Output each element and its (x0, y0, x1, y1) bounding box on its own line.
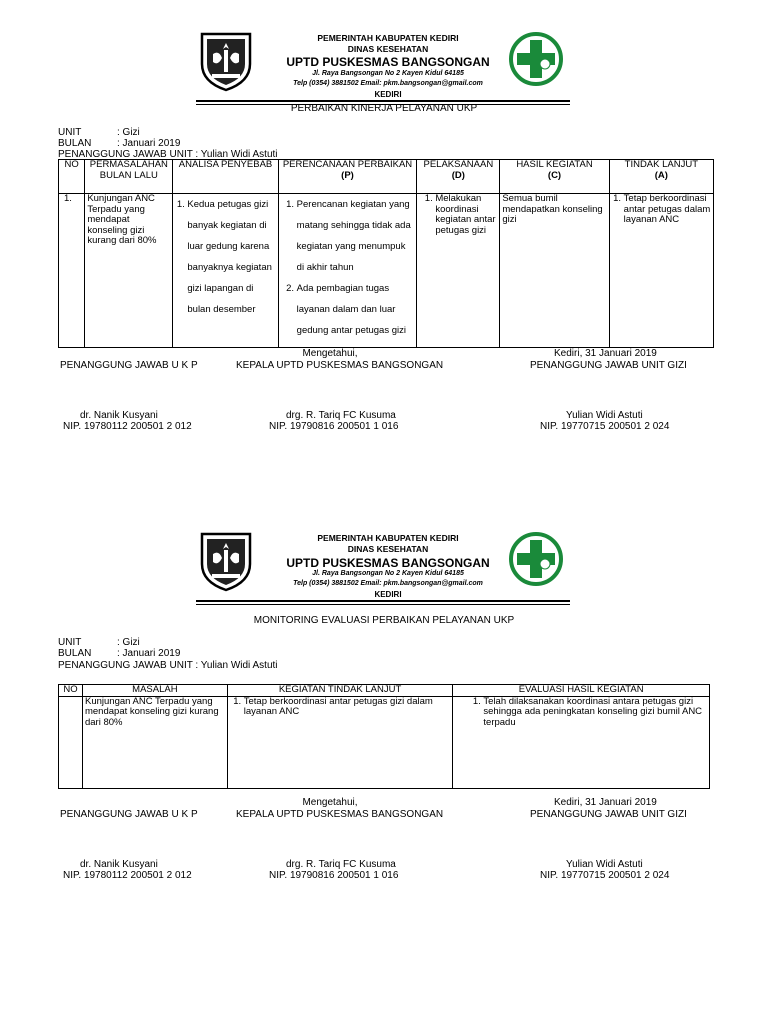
sign-right-nip: NIP. 19770715 200501 2 024 (540, 421, 670, 432)
place-date: Kediri, 31 Januari 2019 (554, 348, 657, 359)
document-title: MONITORING EVALUASI PERBAIKAN PELAYANAN UKP (253, 615, 515, 626)
cell-evaluasi (453, 696, 710, 788)
table-row (59, 194, 714, 348)
header-perencanaan-sub: (P) (341, 169, 354, 181)
kop-telp-email: Telp (0354) 3881502 Email: pkm.bangsongan@gmail.com (293, 80, 483, 87)
header-perencanaan (278, 160, 417, 194)
kop-alamat: Jl. Raya Bangsongan No 2 Kayen Kidul 64185 (312, 70, 464, 77)
mengetahui-label: Mengetahui, (302, 797, 358, 808)
kabupaten-kediri-emblem-icon (198, 30, 254, 92)
header-hasil-label: HASIL KEGIATAN (516, 159, 593, 170)
perencanaan-item-2: 2. Ada pembagian tugas layanan dalam dan luar gedung antar petugas gizi (297, 278, 415, 341)
unit-label: UNIT (58, 127, 82, 138)
monitoring-table (58, 684, 710, 789)
penanggung-jawab-unit: PENANGGUNG JAWAB UNIT : Yulian Widi Astuti (58, 660, 278, 671)
sign-mid-nip: NIP. 19790816 200501 1 016 (269, 870, 399, 881)
header-pelaksanaan-label: PELAKSANAAN (423, 159, 494, 170)
table-header-row (59, 685, 710, 697)
header-analisa: ANALISA PENYEBAB (173, 160, 278, 194)
sign-mid-title: KEPALA UPTD PUSKESMAS BANGSONGAN (236, 360, 444, 371)
sign-mid-nip: NIP. 19790816 200501 1 016 (269, 421, 399, 432)
sign-mid-title: KEPALA UPTD PUSKESMAS BANGSONGAN (236, 809, 444, 820)
sign-left-title: PENANGGUNG JAWAB U K P (60, 809, 198, 820)
header-masalah: MASALAH (82, 685, 227, 697)
kabupaten-kediri-emblem-icon (198, 530, 254, 592)
kop-kota: KEDIRI (374, 90, 402, 99)
sign-mid-name: drg. R. Tariq FC Kusuma (286, 410, 396, 421)
kop-puskesmas: UPTD PUSKESMAS BANGSONGAN (286, 55, 490, 69)
cell-masalah: Kunjungan ANC Terpadu yang mendapat konseling gizi kurang dari 80% (82, 696, 227, 788)
mengetahui-label: Mengetahui, (302, 348, 358, 359)
cell-analisa (173, 194, 278, 348)
header-permasalahan: PERMASALAHAN BULAN LALU (85, 160, 173, 194)
sign-left-nip: NIP. 19780112 200501 2 012 (63, 421, 192, 432)
header-tindak-label: TINDAK LANJUT (624, 159, 699, 170)
kop-rule-thick (196, 100, 570, 102)
sign-left-name: dr. Nanik Kusyani (80, 410, 158, 421)
table-header-row (59, 160, 714, 194)
unit-label: UNIT (58, 637, 82, 648)
unit-value: : Gizi (117, 127, 140, 138)
header-kegiatan: KEGIATAN TINDAK LANJUT (227, 685, 453, 697)
cell-kegiatan (227, 696, 453, 788)
unit-value: : Gizi (117, 637, 140, 648)
header-evaluasi: EVALUASI HASIL KEGIATAN (453, 685, 710, 697)
bulan-value: : Januari 2019 (117, 138, 181, 149)
header-no: NO (59, 685, 83, 697)
analisa-item: 1. Kedua petugas gizi banyak kegiatan di luar gedung karena banyaknya kegiatan gizi lapangan di bulan desember (187, 194, 275, 320)
kop-rule-thin (196, 604, 570, 605)
sign-right-title: PENANGGUNG JAWAB UNIT GIZI (530, 809, 687, 820)
pelaksanaan-item: 1. Melakukan koordinasi kegiatan antar petugas gizi (435, 194, 497, 236)
kegiatan-item: 1. Tetap berkoordinasi antar petugas gizi dalam layanan ANC (244, 697, 451, 718)
cell-hasil: Semua bumil mendapatkan konseling gizi (500, 194, 609, 348)
cell-pelaksanaan (417, 194, 500, 348)
bulan-label: BULAN (58, 648, 92, 659)
cell-tindak (609, 194, 713, 348)
header-pelaksanaan-sub: (D) (451, 169, 465, 181)
penanggung-jawab-unit: PENANGGUNG JAWAB UNIT : Yulian Widi Astuti (58, 149, 278, 160)
header-tindak-sub: (A) (654, 169, 668, 181)
puskesmas-cross-icon (508, 531, 564, 587)
header-tindak-lanjut (609, 160, 713, 194)
perbaikan-table (58, 159, 714, 348)
sign-left-title: PENANGGUNG JAWAB U K P (60, 360, 198, 371)
kop-pemerintah: PEMERINTAH KABUPATEN KEDIRI (317, 533, 459, 543)
puskesmas-cross-icon (508, 31, 564, 87)
sign-right-name: Yulian Widi Astuti (566, 410, 643, 421)
bulan-value: : Januari 2019 (117, 648, 181, 659)
kop-alamat: Jl. Raya Bangsongan No 2 Kayen Kidul 64185 (312, 570, 464, 577)
cell-perencanaan (278, 194, 417, 348)
kop-dinas: DINAS KESEHATAN (347, 544, 429, 554)
sign-right-name: Yulian Widi Astuti (566, 859, 643, 870)
sign-right-nip: NIP. 19770715 200501 2 024 (540, 870, 670, 881)
cell-no (59, 696, 83, 788)
kop-telp-email: Telp (0354) 3881502 Email: pkm.bangsongan@gmail.com (293, 580, 483, 587)
document-title: PERBAIKAN KINERJA PELAYANAN UKP (290, 103, 478, 114)
sign-left-name: dr. Nanik Kusyani (80, 859, 158, 870)
header-perencanaan-label: PERENCANAAN PERBAIKAN (282, 159, 413, 170)
header-no: NO (59, 160, 85, 194)
header-hasil-sub: (C) (547, 169, 562, 181)
sign-mid-name: drg. R. Tariq FC Kusuma (286, 859, 396, 870)
kop-puskesmas: UPTD PUSKESMAS BANGSONGAN (286, 556, 490, 570)
cell-permasalahan: Kunjungan ANC Terpadu yang mendapat konseling gizi kurang dari 80% (85, 194, 173, 348)
sign-right-title: PENANGGUNG JAWAB UNIT GIZI (530, 360, 687, 371)
tindak-item: 1. Tetap berkoordinasi antar petugas dalam layanan ANC (624, 194, 711, 226)
evaluasi-item: 1. Telah dilaksanakan koordinasi antara petugas gizi sehingga ada peningkatan konseling gizi bumil ANC terpadu (483, 697, 707, 729)
kop-pemerintah: PEMERINTAH KABUPATEN KEDIRI (317, 33, 459, 43)
header-hasil (500, 160, 609, 194)
perencanaan-item-1: 1. Perencanan kegiatan yang matang sehingga tidak ada kegiatan yang menumpuk di akhir tahun (297, 194, 415, 278)
kop-dinas: DINAS KESEHATAN (347, 44, 429, 54)
place-date: Kediri, 31 Januari 2019 (554, 797, 657, 808)
header-pelaksanaan (417, 160, 500, 194)
kop-rule-thick (196, 600, 570, 602)
table-row (59, 696, 710, 788)
bulan-label: BULAN (58, 138, 92, 149)
sign-left-nip: NIP. 19780112 200501 2 012 (63, 870, 192, 881)
cell-no: 1. (59, 194, 85, 348)
kop-kota: KEDIRI (374, 590, 402, 599)
